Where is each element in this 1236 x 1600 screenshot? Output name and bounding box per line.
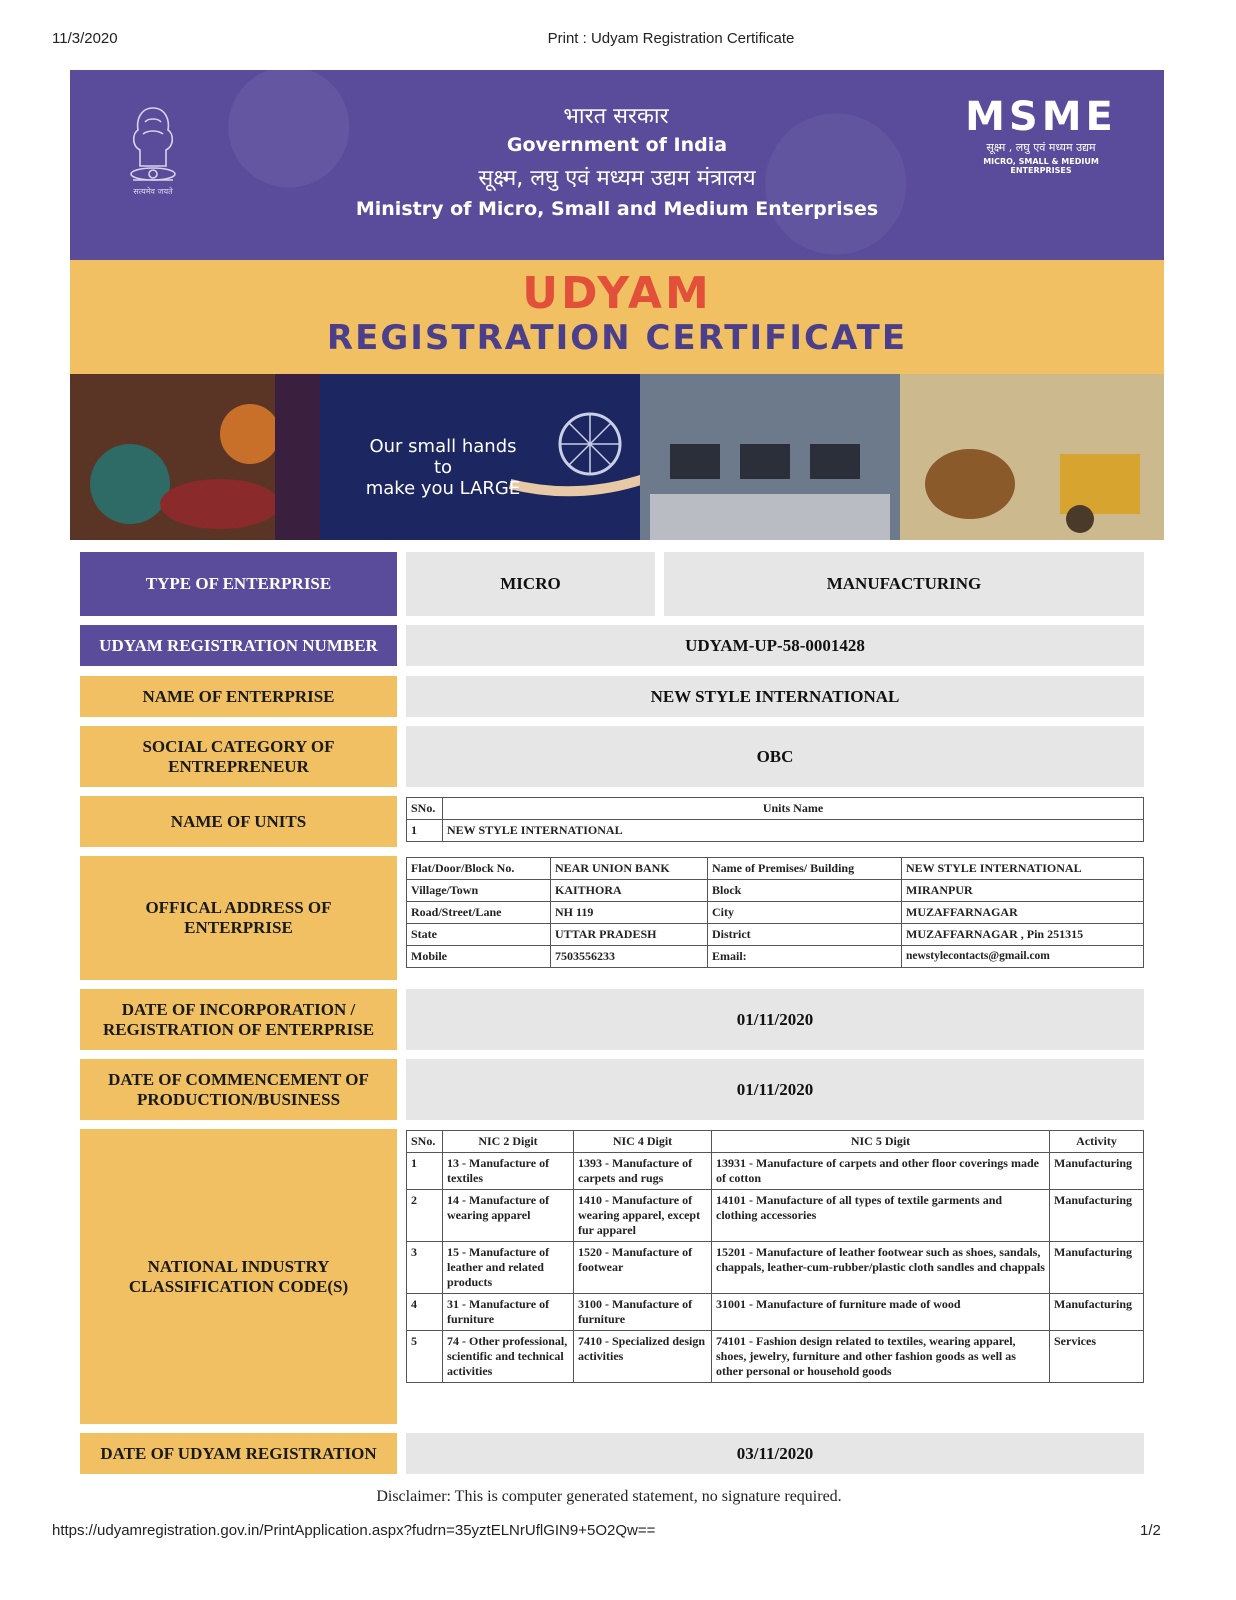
units-header-row <box>407 798 1144 820</box>
tagline-line1: Our small hands to <box>369 436 517 478</box>
enterprise-size-value: MICRO <box>406 552 655 616</box>
nic-sno: 1 <box>407 1153 443 1190</box>
address-field-label: City <box>708 902 902 924</box>
units-row-name: NEW STYLE INTERNATIONAL <box>443 820 1144 842</box>
address-field-value: MIRANPUR <box>902 880 1144 902</box>
gov-english: Government of India <box>506 134 728 156</box>
banner-collage-illustration <box>70 374 1164 540</box>
disclaimer: Disclaimer: This is computer generated statement, no signature required. <box>376 1488 842 1505</box>
nic-header-5digit: NIC 5 Digit <box>712 1131 1050 1153</box>
tagline <box>358 436 528 499</box>
nic-sno: 5 <box>407 1331 443 1383</box>
certificate-title: REGISTRATION CERTIFICATE <box>326 318 908 358</box>
print-url: https://udyamregistration.gov.in/PrintApplication.aspx?fudrn=35yztELNrUflGIN9+5O2Qw== <box>52 1522 656 1539</box>
udyam-title: UDYAM <box>522 268 712 319</box>
address-field-label: Road/Street/Lane <box>407 902 551 924</box>
nic-activity: Services <box>1050 1331 1144 1383</box>
nic-activity: Manufacturing <box>1050 1153 1144 1190</box>
nic-5digit: 13931 - Manufacture of carpets and other floor coverings made of cotton <box>712 1153 1050 1190</box>
msme-english: MICRO, SMALL & MEDIUM ENTERPRISES <box>983 157 1099 175</box>
nic-4digit: 3100 - Manufacture of furniture <box>574 1294 712 1331</box>
address-field-value: UTTAR PRADESH <box>551 924 708 946</box>
address-field-value: newstylecontacts@gmail.com <box>902 946 1144 968</box>
address-field-value: MUZAFFARNAGAR , Pin 251315 <box>902 924 1144 946</box>
nic-activity: Manufacturing <box>1050 1294 1144 1331</box>
banner-title <box>70 260 1164 374</box>
address-field-value: MUZAFFARNAGAR <box>902 902 1144 924</box>
address-field-label: Block <box>708 880 902 902</box>
nic-2digit: 14 - Manufacture of wearing apparel <box>443 1190 574 1242</box>
nic-2digit: 13 - Manufacture of textiles <box>443 1153 574 1190</box>
address-field-value: 7503556233 <box>551 946 708 968</box>
nic-2digit: 31 - Manufacture of furniture <box>443 1294 574 1331</box>
nic-4digit: 1393 - Manufacture of carpets and rugs <box>574 1153 712 1190</box>
nic-header-4digit: NIC 4 Digit <box>574 1131 712 1153</box>
address-row <box>407 858 1144 880</box>
address-row <box>407 924 1144 946</box>
emblem-motto: सत्यमेव जयते <box>133 187 173 196</box>
nic-table <box>406 1130 1144 1383</box>
nic-sno: 2 <box>407 1190 443 1242</box>
gov-hindi: भारत सरकार <box>563 104 669 129</box>
address-field-label: Mobile <box>407 946 551 968</box>
nic-5digit: 74101 - Fashion design related to textiles, wearing apparel, shoes, jewelry, furniture and other fashion goods as well as other personal or household goods <box>712 1331 1050 1383</box>
address-field-label: District <box>708 924 902 946</box>
nic-label: NATIONAL INDUSTRY CLASSIFICATION CODE(S) <box>80 1129 397 1424</box>
address-field-value: KAITHORA <box>551 880 708 902</box>
ministry-english: Ministry of Micro, Small and Medium Enterprises <box>355 198 879 220</box>
nic-sno: 4 <box>407 1294 443 1331</box>
nic-header-sno: SNo. <box>407 1131 443 1153</box>
commencement-date-label: DATE OF COMMENCEMENT OF PRODUCTION/BUSINESS <box>80 1059 397 1120</box>
address-table <box>406 857 1144 968</box>
nic-row <box>407 1242 1144 1294</box>
nic-2digit: 15 - Manufacture of leather and related products <box>443 1242 574 1294</box>
address-row <box>407 902 1144 924</box>
nic-header-activity: Activity <box>1050 1131 1144 1153</box>
nic-header-2digit: NIC 2 Digit <box>443 1131 574 1153</box>
nic-5digit: 15201 - Manufacture of leather footwear such as shoes, sandals, chappals, leather-cum-rubber/plastic cloth sandles and chappals <box>712 1242 1050 1294</box>
address-label: OFFICAL ADDRESS OF ENTERPRISE <box>80 856 397 980</box>
incorporation-date-label: DATE OF INCORPORATION / REGISTRATION OF ENTERPRISE <box>80 989 397 1050</box>
commencement-date-value: 01/11/2020 <box>406 1059 1144 1120</box>
udyam-date-value: 03/11/2020 <box>406 1433 1144 1474</box>
banner-photo-strip <box>70 374 1164 540</box>
address-field-label: Email: <box>708 946 902 968</box>
nic-5digit: 14101 - Manufacture of all types of textile garments and clothing accessories <box>712 1190 1050 1242</box>
address-field-value: NH 119 <box>551 902 708 924</box>
units-label: NAME OF UNITS <box>80 796 397 847</box>
enterprise-activity-value: MANUFACTURING <box>664 552 1144 616</box>
address-field-label: Village/Town <box>407 880 551 902</box>
udyam-date-label: DATE OF UDYAM REGISTRATION <box>80 1433 397 1474</box>
nic-header-row <box>407 1131 1144 1153</box>
tagline-line2: make you LARGE <box>365 478 521 499</box>
registration-number-label: UDYAM REGISTRATION NUMBER <box>80 625 397 666</box>
nic-row <box>407 1331 1144 1383</box>
units-row-sno: 1 <box>407 820 443 842</box>
address-field-value: NEW STYLE INTERNATIONAL <box>902 858 1144 880</box>
address-row <box>407 880 1144 902</box>
registration-number-value: UDYAM-UP-58-0001428 <box>406 625 1144 666</box>
msme-logo <box>956 96 1126 175</box>
nic-4digit: 7410 - Specialized design activities <box>574 1331 712 1383</box>
nic-sno: 3 <box>407 1242 443 1294</box>
address-field-label: Name of Premises/ Building <box>708 858 902 880</box>
units-header-sno: SNo. <box>407 798 443 820</box>
banner-header <box>70 70 1164 260</box>
ministry-hindi: सूक्ष्म, लघु एवं मध्यम उद्यम मंत्रालय <box>478 166 756 191</box>
address-row <box>407 946 1144 968</box>
nic-row <box>407 1190 1144 1242</box>
nic-2digit: 74 - Other professional, scientific and technical activities <box>443 1331 574 1383</box>
nic-5digit: 31001 - Manufacture of furniture made of wood <box>712 1294 1050 1331</box>
social-category-label: SOCIAL CATEGORY OF ENTREPRENEUR <box>80 726 397 787</box>
msme-logo-text: MSME <box>965 94 1117 140</box>
print-page-number: 1/2 <box>1140 1522 1161 1539</box>
enterprise-name-value: NEW STYLE INTERNATIONAL <box>406 676 1144 717</box>
nic-activity: Manufacturing <box>1050 1190 1144 1242</box>
address-field-label: Flat/Door/Block No. <box>407 858 551 880</box>
incorporation-date-value: 01/11/2020 <box>406 989 1144 1050</box>
nic-row <box>407 1294 1144 1331</box>
print-date: 11/3/2020 <box>52 30 118 47</box>
print-title: Print : Udyam Registration Certificate <box>547 30 795 47</box>
nic-activity: Manufacturing <box>1050 1242 1144 1294</box>
address-field-value: NEAR UNION BANK <box>551 858 708 880</box>
units-row <box>407 820 1144 842</box>
units-table <box>406 797 1144 842</box>
enterprise-name-label: NAME OF ENTERPRISE <box>80 676 397 717</box>
nic-row <box>407 1153 1144 1190</box>
nic-4digit: 1520 - Manufacture of footwear <box>574 1242 712 1294</box>
type-of-enterprise-label: TYPE OF ENTERPRISE <box>80 552 397 616</box>
social-category-value: OBC <box>406 726 1144 787</box>
address-field-label: State <box>407 924 551 946</box>
nic-4digit: 1410 - Manufacture of wearing apparel, except fur apparel <box>574 1190 712 1242</box>
units-header-name: Units Name <box>443 798 1144 820</box>
msme-hindi: सूक्ष्म , लघु एवं मध्यम उद्यम <box>986 141 1096 154</box>
